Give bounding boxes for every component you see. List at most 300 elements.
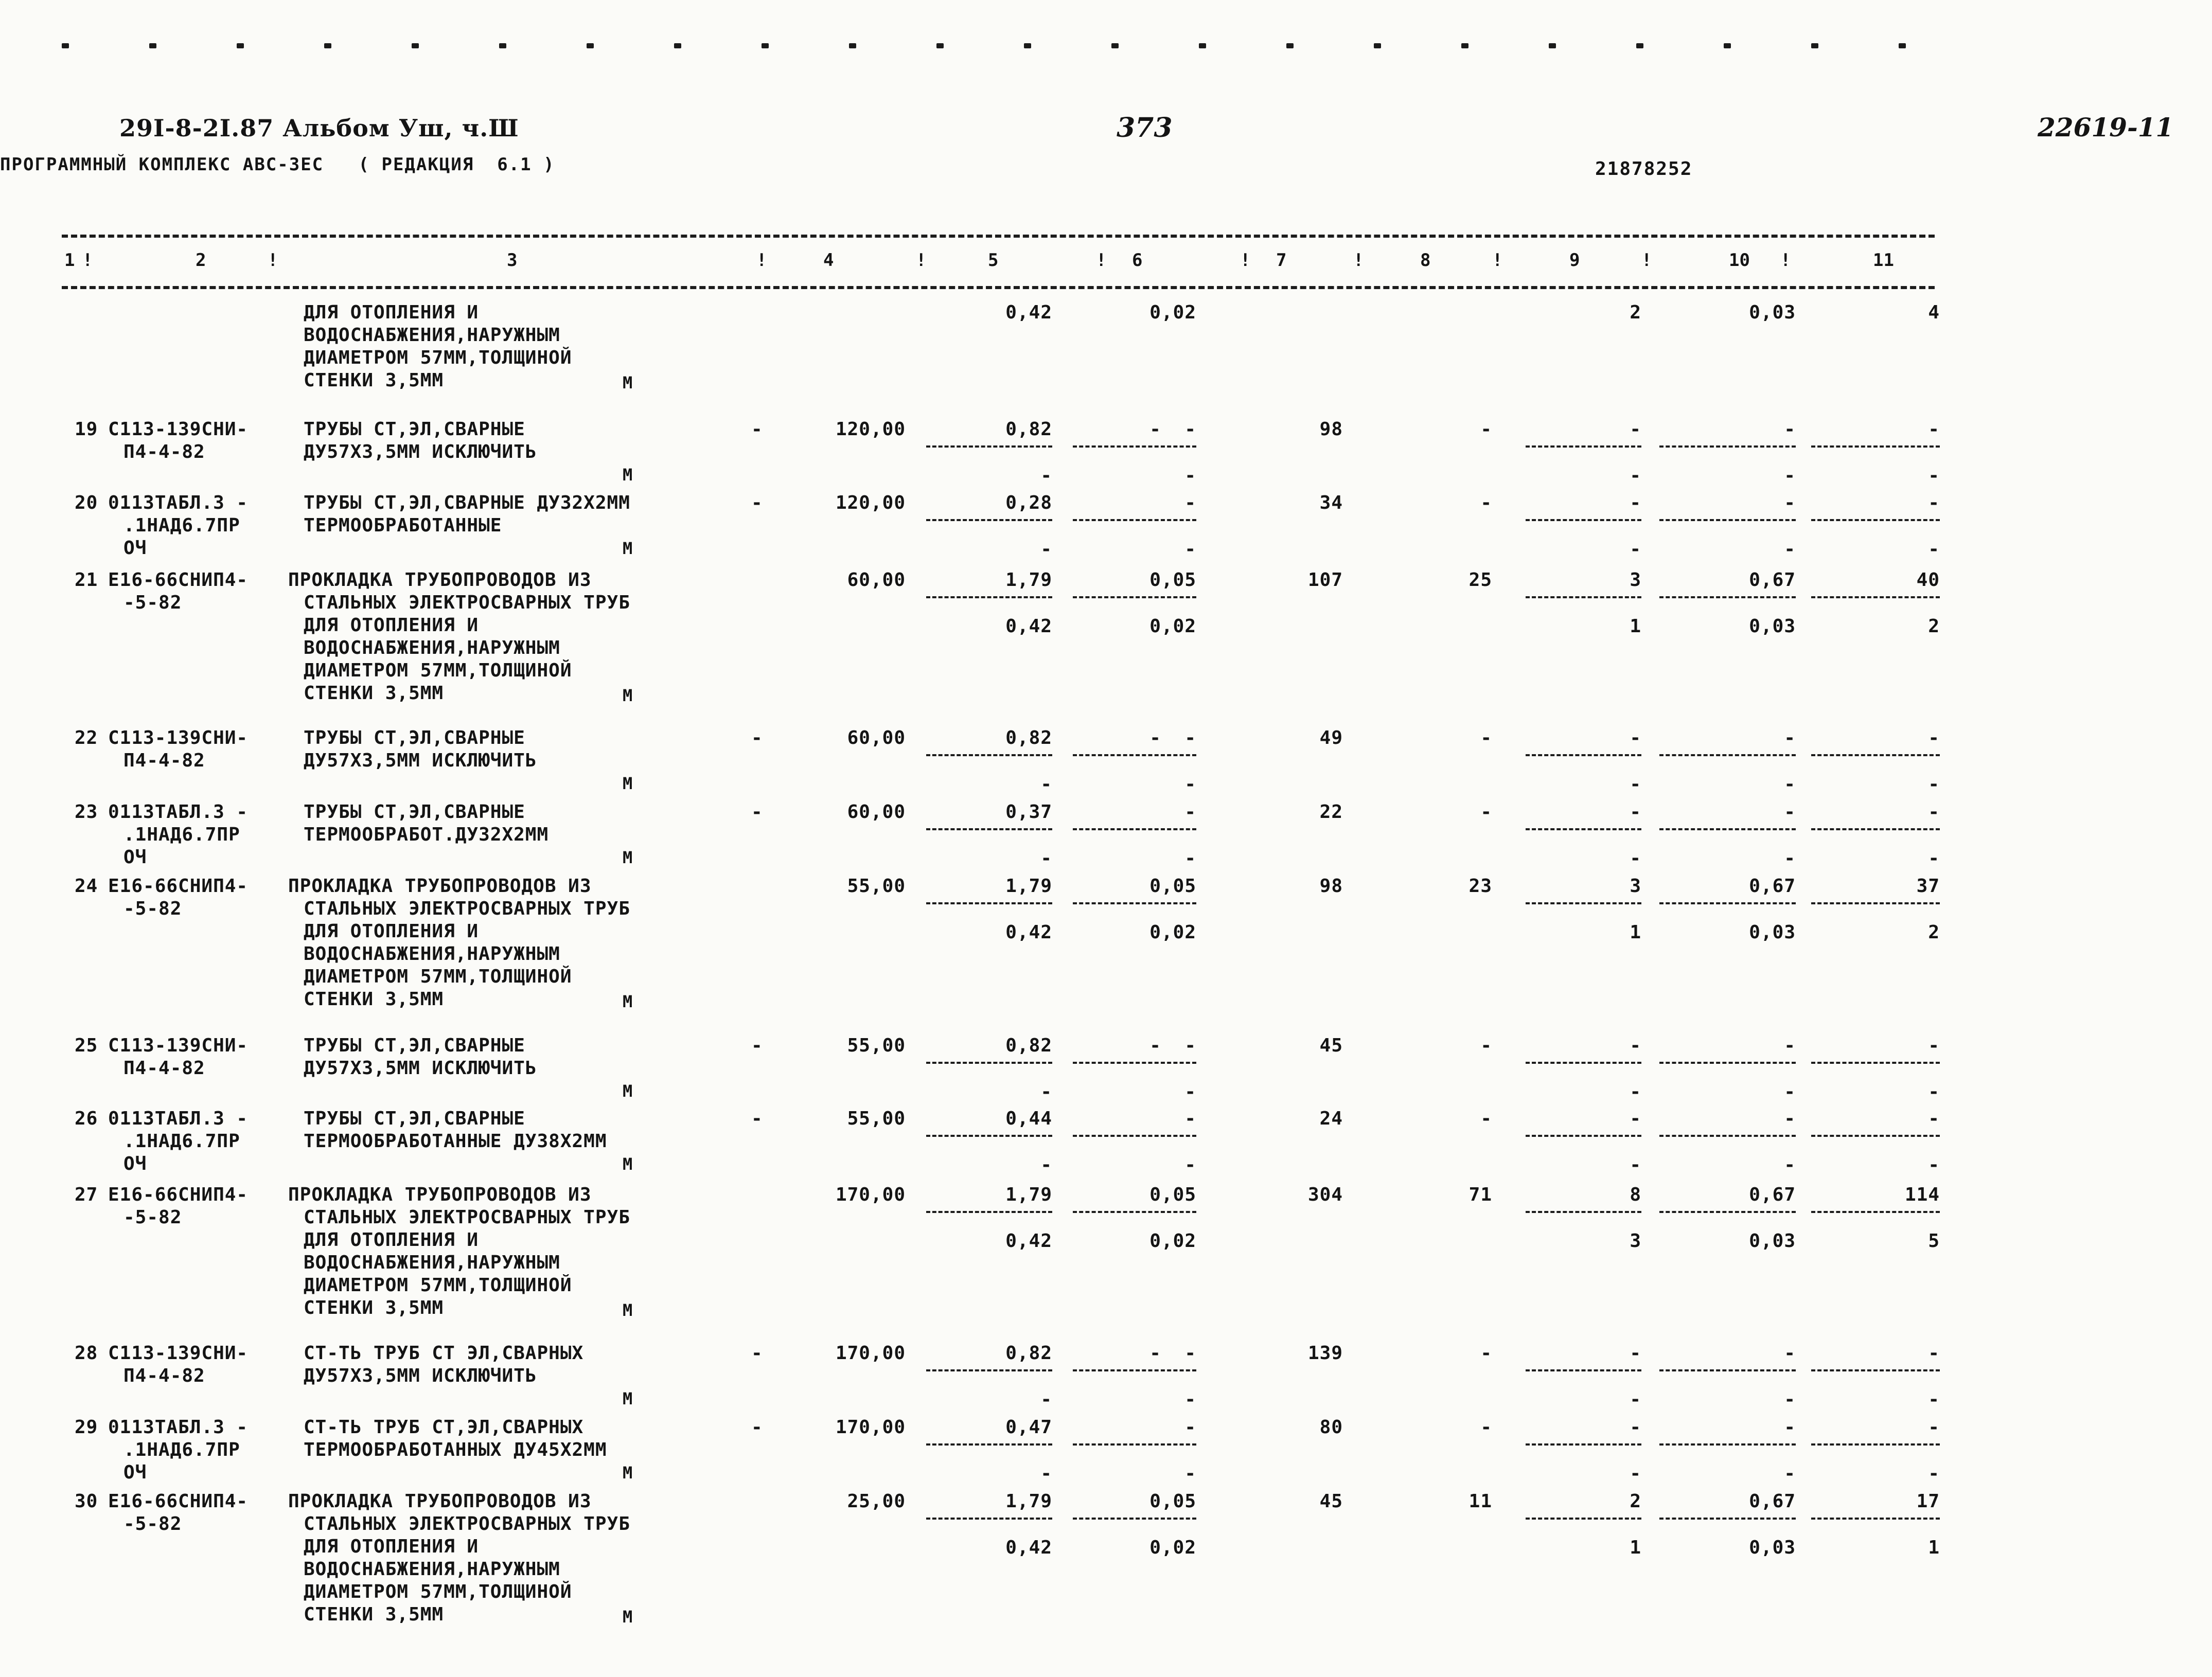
- column-header-10: 10: [1729, 250, 1750, 271]
- value-c5: -: [1040, 1081, 1052, 1102]
- value-c5: 1,79: [1005, 569, 1052, 591]
- work-description: ДЛЯ ОТОПЛЕНИЯ И: [304, 921, 479, 942]
- sub-value-rule: [1659, 445, 1796, 448]
- value-c11: 5: [1928, 1230, 1940, 1252]
- column-header-6: 6: [1132, 250, 1143, 271]
- value-c11: -: [1928, 1389, 1940, 1410]
- sub-value-rule: [926, 1443, 1052, 1446]
- value-c7: 45: [1319, 1491, 1343, 1512]
- quantity: 55,00: [847, 1035, 906, 1056]
- sub-value-rule: [1526, 754, 1641, 756]
- sub-value-rule: [1811, 754, 1940, 756]
- value-c9: 1: [1630, 1537, 1641, 1558]
- norm-code: П4-4-82: [123, 1058, 205, 1079]
- value-c11: 17: [1916, 1491, 1940, 1512]
- value-c9: -: [1630, 1463, 1641, 1484]
- sub-value-rule: [1526, 519, 1641, 521]
- value-c9: -: [1630, 419, 1641, 440]
- value-c6: -: [1184, 774, 1196, 795]
- value-c5: 0,42: [1005, 922, 1052, 943]
- quantity: 55,00: [847, 876, 906, 897]
- sub-value-rule: [1073, 1211, 1196, 1213]
- value-c9: 3: [1630, 569, 1641, 591]
- sub-value-rule: [1073, 445, 1196, 448]
- work-description: СТ-ТЬ ТРУБ СТ,ЭЛ,СВАРНЫХ: [304, 1417, 584, 1438]
- sub-value-rule: [1526, 902, 1641, 904]
- value-c5: -: [1040, 1389, 1052, 1410]
- value-c8: -: [1480, 727, 1492, 748]
- work-description: СТЕНКИ 3,5ММ: [304, 1297, 444, 1318]
- value-c5: 0,42: [1005, 1537, 1052, 1558]
- value-c10: -: [1784, 1108, 1796, 1129]
- value-c5: 0,37: [1005, 801, 1052, 823]
- value-c6: 0,05: [1149, 569, 1196, 591]
- value-c9: -: [1630, 1417, 1641, 1438]
- work-description: ДИАМЕТРОМ 57ММ,ТОЛЩИНОЙ: [304, 660, 572, 681]
- row-number: 21: [75, 569, 98, 591]
- column-header-5: 5: [988, 250, 999, 271]
- value-c5: 0,82: [1005, 1035, 1052, 1056]
- norm-code: Е16-66СНИП4-: [108, 1491, 249, 1512]
- value-c11: 114: [1904, 1184, 1940, 1205]
- work-description: ВОДОСНАБЖЕНИЯ,НАРУЖНЫМ: [304, 325, 560, 346]
- value-c6: -: [1184, 539, 1196, 560]
- sub-value-rule: [1811, 1062, 1940, 1064]
- perforation-dots: [62, 43, 1935, 50]
- column-header-4: 4: [823, 250, 834, 271]
- value-c6: 0,02: [1149, 1230, 1196, 1252]
- value-c10: 0,03: [1749, 302, 1796, 323]
- value-c10: -: [1784, 539, 1796, 560]
- unit-of-measure: М: [623, 465, 633, 485]
- value-c6: -: [1184, 801, 1196, 823]
- norm-code: -5-82: [123, 1207, 182, 1228]
- value-c10: -: [1784, 1463, 1796, 1484]
- value-c11: -: [1928, 1343, 1940, 1364]
- sub-value-rule: [1659, 1135, 1796, 1137]
- value-c10: -: [1784, 1081, 1796, 1102]
- sub-value-rule: [1659, 902, 1796, 904]
- value-c10: 0,03: [1749, 1230, 1796, 1252]
- work-description: ТЕРМООБРАБОТ.ДУ32Х2ММ: [304, 824, 549, 845]
- sub-value-rule: [1526, 596, 1641, 598]
- sub-value-rule: [1811, 519, 1940, 521]
- value-c10: 0,03: [1749, 616, 1796, 637]
- value-c9: -: [1630, 1343, 1641, 1364]
- sub-value-rule: [1811, 445, 1940, 448]
- work-description: СТАЛЬНЫХ ЭЛЕКТРОСВАРНЫХ ТРУБ: [304, 592, 630, 613]
- quantity: 55,00: [847, 1108, 906, 1129]
- value-c9: -: [1630, 1035, 1641, 1056]
- work-description: ТРУБЫ СТ,ЭЛ,СВАРНЫЕ: [304, 1108, 525, 1129]
- value-c11: -: [1928, 1463, 1940, 1484]
- value-c11: 40: [1916, 569, 1940, 591]
- norm-code: .1НАД6.7ПР: [123, 1131, 240, 1152]
- work-description: ДИАМЕТРОМ 57ММ,ТОЛЩИНОЙ: [304, 1275, 572, 1296]
- sub-value-rule: [1659, 1518, 1796, 1520]
- album-title: 29I-8-2I.87 Альбом Уш, ч.Ш: [119, 114, 519, 142]
- sub-value-rule: [1526, 1062, 1641, 1064]
- unit-of-measure: М: [623, 373, 633, 393]
- sub-value-rule: [1526, 1211, 1641, 1213]
- quantity: 120,00: [835, 492, 906, 513]
- sub-value-rule: [1526, 1135, 1641, 1137]
- value-c11: -: [1928, 1081, 1940, 1102]
- sub-value-rule: [1659, 828, 1796, 830]
- page-number: 373: [1117, 112, 1173, 144]
- sub-value-rule: [1811, 596, 1940, 598]
- value-c5: -: [1040, 539, 1052, 560]
- work-description: СТЕНКИ 3,5ММ: [304, 1604, 444, 1625]
- perforation-dot: [499, 43, 506, 48]
- value-c10: -: [1784, 1154, 1796, 1175]
- value-c6: -: [1184, 1154, 1196, 1175]
- value-c7: 139: [1307, 1343, 1343, 1364]
- sub-value-rule: [926, 1135, 1052, 1137]
- sub-value-rule: [1811, 1211, 1940, 1213]
- document-code: 21878252: [1595, 158, 1693, 180]
- value-c6: 0,05: [1149, 876, 1196, 897]
- value-c11: -: [1928, 1417, 1940, 1438]
- column-separator: !: [1096, 250, 1107, 271]
- value-c9: -: [1630, 1389, 1641, 1410]
- value-c11: -: [1928, 1035, 1940, 1056]
- value-c9: -: [1630, 727, 1641, 748]
- sub-value-rule: [1526, 828, 1641, 830]
- sub-value-rule: [1659, 596, 1796, 598]
- value-c6: - -: [1149, 727, 1196, 748]
- column-header-11: 11: [1873, 250, 1894, 271]
- norm-code: 0113ТАБЛ.3 -: [108, 1108, 249, 1129]
- sub-value-rule: [1526, 445, 1641, 448]
- perforation-dot: [237, 43, 244, 48]
- value-c9: -: [1630, 801, 1641, 823]
- value-c11: -: [1928, 465, 1940, 486]
- perforation-dot: [1461, 43, 1468, 48]
- norm-code: ОЧ: [123, 1462, 147, 1483]
- perforation-dot: [324, 43, 331, 48]
- sub-value-rule: [926, 445, 1052, 448]
- work-description: ПРОКЛАДКА ТРУБОПРОВОДОВ ИЗ: [288, 1491, 592, 1512]
- perforation-dot: [762, 43, 769, 48]
- value-c5: -: [1040, 774, 1052, 795]
- sub-value-rule: [1811, 1369, 1940, 1371]
- value-c10: 0,03: [1749, 922, 1796, 943]
- column-header-3: 3: [507, 250, 518, 271]
- value-c6: -: [1184, 1108, 1196, 1129]
- work-description: ДЛЯ ОТОПЛЕНИЯ И: [304, 1229, 479, 1251]
- value-c8: -: [1480, 419, 1492, 440]
- value-c9: 1: [1630, 922, 1641, 943]
- norm-code: 0113ТАБЛ.3 -: [108, 492, 249, 513]
- work-description: СТЕНКИ 3,5ММ: [304, 370, 444, 391]
- handwritten-stamp: 22619-11: [2038, 112, 2174, 142]
- column-separator: !: [268, 250, 278, 271]
- norm-code: 0113ТАБЛ.3 -: [108, 801, 249, 823]
- sub-value-rule: [926, 519, 1052, 521]
- value-c6: - -: [1149, 419, 1196, 440]
- value-c10: -: [1784, 1035, 1796, 1056]
- value-c11: 2: [1928, 922, 1940, 943]
- value-c5: 1,79: [1005, 1184, 1052, 1205]
- work-description: ВОДОСНАБЖЕНИЯ,НАРУЖНЫМ: [304, 637, 560, 658]
- row-number: 19: [75, 419, 98, 440]
- value-c7: 107: [1307, 569, 1343, 591]
- work-description: ТРУБЫ СТ,ЭЛ,СВАРНЫЕ ДУ32Х2ММ: [304, 492, 630, 513]
- sub-value-rule: [1659, 1369, 1796, 1371]
- perforation-dot: [1636, 43, 1643, 48]
- norm-code: П4-4-82: [123, 441, 205, 462]
- value-c7: 22: [1319, 801, 1343, 823]
- value-c6: -: [1184, 1463, 1196, 1484]
- unit-of-measure: М: [623, 1389, 633, 1408]
- value-c8: -: [1480, 1417, 1492, 1438]
- work-description: ДЛЯ ОТОПЛЕНИЯ И: [304, 1536, 479, 1557]
- value-c5: -: [1040, 1154, 1052, 1175]
- value-c8: -: [1480, 1035, 1492, 1056]
- value-c6: - -: [1149, 1035, 1196, 1056]
- norm-code: .1НАД6.7ПР: [123, 515, 240, 536]
- column-header-1: 1: [64, 250, 75, 271]
- value-c6: 0,02: [1149, 616, 1196, 637]
- sub-value-rule: [1073, 1135, 1196, 1137]
- value-c11: -: [1928, 727, 1940, 748]
- quantity: 120,00: [835, 419, 906, 440]
- value-c10: -: [1784, 801, 1796, 823]
- value-c9: -: [1630, 848, 1641, 869]
- work-description: ДУ57Х3,5ММ ИСКЛЮЧИТЬ: [304, 750, 537, 771]
- row-number: 27: [75, 1184, 98, 1205]
- column-separator: !: [1492, 250, 1503, 271]
- value-c6: -: [1184, 465, 1196, 486]
- value-c10: -: [1784, 1389, 1796, 1410]
- value-c11: -: [1928, 1154, 1940, 1175]
- perforation-dot: [1024, 43, 1031, 48]
- value-c8: -: [1480, 1108, 1492, 1129]
- value-c7: 45: [1319, 1035, 1343, 1056]
- work-description: ДИАМЕТРОМ 57ММ,ТОЛЩИНОЙ: [304, 347, 572, 368]
- value-c6: -: [1184, 1417, 1196, 1438]
- work-description: ДЛЯ ОТОПЛЕНИЯ И: [304, 615, 479, 636]
- value-c9: -: [1630, 465, 1641, 486]
- program-line: ПРОГРАММНЫЙ КОМПЛЕКС АВС-ЗЕС ( РЕДАКЦИЯ 6.1 ): [0, 154, 555, 175]
- value-c8: 25: [1468, 569, 1492, 591]
- value-c5: 0,28: [1005, 492, 1052, 513]
- value-c5: 0,42: [1005, 616, 1052, 637]
- work-description: ДУ57Х3,5ММ ИСКЛЮЧИТЬ: [304, 1058, 537, 1079]
- norm-code: Е16-66СНИП4-: [108, 569, 249, 591]
- unit-of-measure: М: [623, 992, 633, 1011]
- sub-value-rule: [926, 1518, 1052, 1520]
- value-c5: -: [1040, 465, 1052, 486]
- sub-value-rule: [926, 902, 1052, 904]
- norm-code: Е16-66СНИП4-: [108, 1184, 249, 1205]
- value-c7: 80: [1319, 1417, 1343, 1438]
- value-c10: -: [1784, 848, 1796, 869]
- value-c6: -: [1184, 1081, 1196, 1102]
- marker: -: [751, 801, 763, 823]
- norm-code: С113-139СНИ-: [108, 727, 249, 748]
- sub-value-rule: [1811, 1135, 1940, 1137]
- value-c11: 37: [1916, 876, 1940, 897]
- column-separator: !: [1353, 250, 1364, 271]
- sub-value-rule: [1526, 1443, 1641, 1446]
- value-c10: -: [1784, 1343, 1796, 1364]
- work-description: ТРУБЫ СТ,ЭЛ,СВАРНЫЕ: [304, 1035, 525, 1056]
- value-c8: 23: [1468, 876, 1492, 897]
- column-separator: !: [756, 250, 767, 271]
- value-c8: -: [1480, 1343, 1492, 1364]
- quantity: 60,00: [847, 569, 906, 591]
- value-c6: 0,02: [1149, 1537, 1196, 1558]
- column-header-9: 9: [1569, 250, 1580, 271]
- row-number: 22: [75, 727, 98, 748]
- work-description: ВОДОСНАБЖЕНИЯ,НАРУЖНЫМ: [304, 1252, 560, 1273]
- column-header-8: 8: [1420, 250, 1431, 271]
- value-c10: -: [1784, 465, 1796, 486]
- column-header-7: 7: [1276, 250, 1287, 271]
- norm-code: С113-139СНИ-: [108, 1343, 249, 1364]
- value-c11: -: [1928, 539, 1940, 560]
- sub-value-rule: [1073, 1062, 1196, 1064]
- value-c11: 2: [1928, 616, 1940, 637]
- marker: -: [751, 419, 763, 440]
- value-c6: 0,05: [1149, 1184, 1196, 1205]
- work-description: СТЕНКИ 3,5ММ: [304, 683, 444, 704]
- value-c9: 2: [1630, 302, 1641, 323]
- value-c5: 0,47: [1005, 1417, 1052, 1438]
- sub-value-rule: [1073, 1518, 1196, 1520]
- value-c7: 98: [1319, 419, 1343, 440]
- value-c10: -: [1784, 419, 1796, 440]
- value-c10: 0,03: [1749, 1537, 1796, 1558]
- value-c10: -: [1784, 492, 1796, 513]
- value-c5: -: [1040, 1463, 1052, 1484]
- sub-value-rule: [1659, 1443, 1796, 1446]
- marker: -: [751, 727, 763, 748]
- perforation-dot: [1811, 43, 1818, 48]
- unit-of-measure: М: [623, 774, 633, 793]
- value-c9: -: [1630, 492, 1641, 513]
- row-number: 28: [75, 1343, 98, 1364]
- value-c6: - -: [1149, 1343, 1196, 1364]
- perforation-dot: [674, 43, 681, 48]
- sub-value-rule: [1073, 902, 1196, 904]
- value-c5: 1,79: [1005, 1491, 1052, 1512]
- value-c10: 0,67: [1749, 876, 1796, 897]
- perforation-dot: [149, 43, 156, 48]
- perforation-dot: [1724, 43, 1731, 48]
- value-c10: -: [1784, 727, 1796, 748]
- sub-value-rule: [1073, 828, 1196, 830]
- perforation-dot: [1286, 43, 1294, 48]
- norm-code: -5-82: [123, 898, 182, 919]
- norm-code: -5-82: [123, 1513, 182, 1535]
- row-number: 20: [75, 492, 98, 513]
- unit-of-measure: М: [623, 1154, 633, 1174]
- marker: -: [751, 1417, 763, 1438]
- sub-value-rule: [1073, 596, 1196, 598]
- quantity: 25,00: [847, 1491, 906, 1512]
- row-number: 23: [75, 801, 98, 823]
- norm-code: С113-139СНИ-: [108, 419, 249, 440]
- work-description: СТАЛЬНЫХ ЭЛЕКТРОСВАРНЫХ ТРУБ: [304, 1513, 630, 1535]
- marker: -: [751, 1035, 763, 1056]
- row-number: 24: [75, 876, 98, 897]
- sub-value-rule: [1659, 754, 1796, 756]
- norm-code: Е16-66СНИП4-: [108, 876, 249, 897]
- value-c11: -: [1928, 419, 1940, 440]
- value-c5: 0,82: [1005, 1343, 1052, 1364]
- sub-value-rule: [926, 1211, 1052, 1213]
- norm-code: -5-82: [123, 592, 182, 613]
- sub-value-rule: [926, 596, 1052, 598]
- value-c5: -: [1040, 848, 1052, 869]
- value-c7: 49: [1319, 727, 1343, 748]
- work-description: ТРУБЫ СТ,ЭЛ,СВАРНЫЕ: [304, 801, 525, 823]
- quantity: 170,00: [835, 1417, 906, 1438]
- value-c9: -: [1630, 1154, 1641, 1175]
- unit-of-measure: М: [623, 1300, 633, 1320]
- sub-value-rule: [1526, 1369, 1641, 1371]
- unit-of-measure: М: [623, 686, 633, 705]
- sub-value-rule: [1073, 1443, 1196, 1446]
- quantity: 60,00: [847, 801, 906, 823]
- perforation-dot: [1549, 43, 1556, 48]
- perforation-dot: [849, 43, 856, 48]
- row-number: 25: [75, 1035, 98, 1056]
- marker: -: [751, 1108, 763, 1129]
- norm-code: .1НАД6.7ПР: [123, 1439, 240, 1460]
- perforation-dot: [412, 43, 419, 48]
- norm-code: П4-4-82: [123, 1365, 205, 1386]
- quantity: 60,00: [847, 727, 906, 748]
- work-description: ВОДОСНАБЖЕНИЯ,НАРУЖНЫМ: [304, 943, 560, 965]
- work-description: ПРОКЛАДКА ТРУБОПРОВОДОВ ИЗ: [288, 876, 592, 897]
- value-c6: 0,02: [1149, 922, 1196, 943]
- value-c5: 0,44: [1005, 1108, 1052, 1129]
- sub-value-rule: [1073, 1369, 1196, 1371]
- value-c9: 3: [1630, 1230, 1641, 1252]
- value-c9: -: [1630, 774, 1641, 795]
- table-top-rule: [62, 235, 1935, 238]
- marker: -: [751, 492, 763, 513]
- work-description: ВОДОСНАБЖЕНИЯ,НАРУЖНЫМ: [304, 1559, 560, 1580]
- value-c11: -: [1928, 801, 1940, 823]
- sub-value-rule: [1659, 1062, 1796, 1064]
- sub-value-rule: [1811, 1518, 1940, 1520]
- norm-code: .1НАД6.7ПР: [123, 824, 240, 845]
- value-c9: 3: [1630, 876, 1641, 897]
- work-description: ПРОКЛАДКА ТРУБОПРОВОДОВ ИЗ: [288, 569, 592, 591]
- value-c7: 98: [1319, 876, 1343, 897]
- sub-value-rule: [1811, 1443, 1940, 1446]
- value-c5: 0,82: [1005, 727, 1052, 748]
- work-description: СТАЛЬНЫХ ЭЛЕКТРОСВАРНЫХ ТРУБ: [304, 1207, 630, 1228]
- work-description: СТЕНКИ 3,5ММ: [304, 989, 444, 1010]
- perforation-dot: [587, 43, 594, 48]
- norm-code: ОЧ: [123, 1153, 147, 1174]
- norm-code: С113-139СНИ-: [108, 1035, 249, 1056]
- value-c5: 0,42: [1005, 302, 1052, 323]
- row-number: 30: [75, 1491, 98, 1512]
- quantity: 170,00: [835, 1184, 906, 1205]
- work-description: ТЕРМООБРАБОТАННЫХ ДУ45Х2ММ: [304, 1439, 607, 1460]
- value-c6: 0,05: [1149, 1491, 1196, 1512]
- sub-value-rule: [926, 754, 1052, 756]
- work-description: ТРУБЫ СТ,ЭЛ,СВАРНЫЕ: [304, 419, 525, 440]
- work-description: ТРУБЫ СТ,ЭЛ,СВАРНЫЕ: [304, 727, 525, 748]
